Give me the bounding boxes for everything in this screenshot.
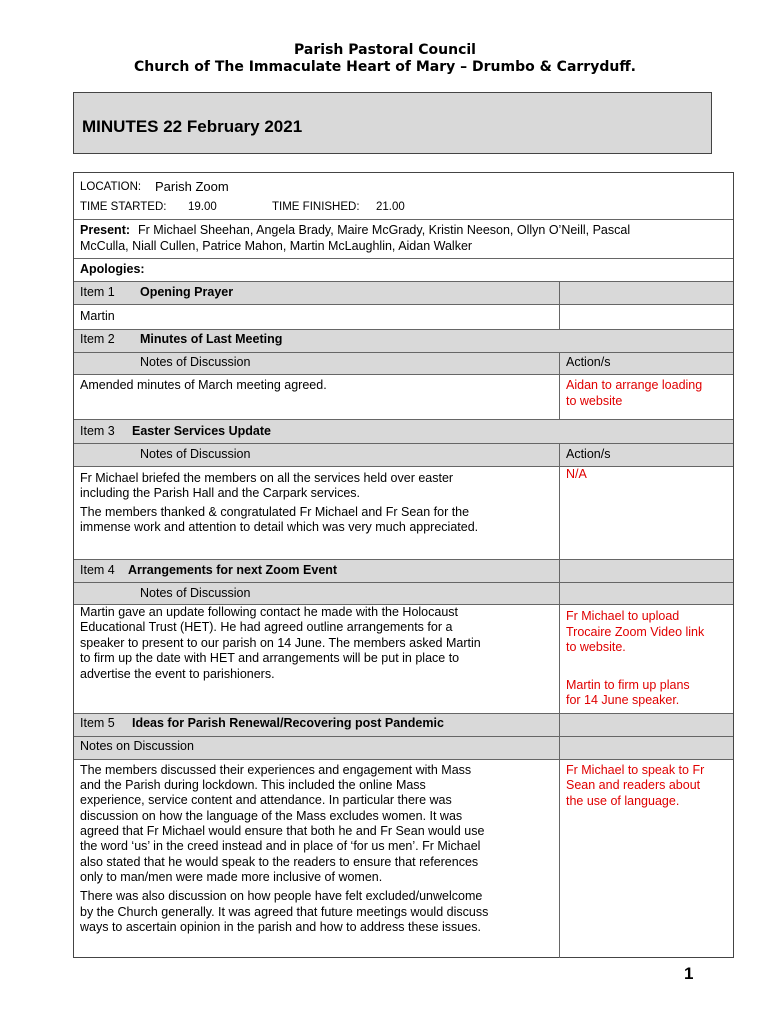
item3-action-label: Action/s — [566, 447, 611, 461]
item5-p1-line6: the word ‘us’ in the creed instead and in place of ‘for us men’. Fr Michael — [80, 839, 481, 853]
present-names-line2: McCulla, Niall Cullen, Patrice Mahon, Martin McLaughlin, Aidan Walker — [80, 239, 473, 253]
item4-line4: to firm up the date with HET and arrangements will be put in place to — [80, 651, 460, 665]
present-label: Present: — [80, 223, 131, 237]
present-names-line1: Fr Michael Sheehan, Angela Brady, Maire McGrady, Kristin Neeson, Ollyn O’Neill, Pascal — [138, 223, 631, 237]
item5-p1-line1: The members discussed their experiences and engagement with Mass — [80, 763, 472, 777]
time-started-label: TIME STARTED: — [80, 201, 167, 213]
item5-title: Ideas for Parish Renewal/Recovering post Pandemic — [132, 716, 444, 730]
time-finished-label: TIME FINISHED: — [272, 201, 360, 213]
item4-notes-label: Notes of Discussion — [140, 586, 251, 600]
item5-action-line3: the use of language. — [566, 794, 680, 808]
item2-action-label: Action/s — [566, 355, 611, 369]
item5-action-line2: Sean and readers about — [566, 778, 701, 792]
item5-number: Item 5 — [80, 716, 115, 730]
item2-text: Amended minutes of March meeting agreed. — [80, 378, 327, 392]
item5-p1-line3: experience, service content and attendance. In particular there was — [80, 793, 452, 807]
item3-notes-label: Notes of Discussion — [140, 447, 251, 461]
item5-action-line1: Fr Michael to speak to Fr — [566, 763, 705, 777]
item4-line5: advertise the event to parishioners. — [80, 667, 275, 681]
item5-p1-line8: only to man/men were made more inclusive of women. — [80, 870, 383, 884]
item5-p2-line1: There was also discussion on how people have felt excluded/unwelcome — [80, 889, 483, 903]
location-label: LOCATION: — [80, 181, 142, 193]
item2-title: Minutes of Last Meeting — [140, 332, 283, 346]
item4-title: Arrangements for next Zoom Event — [128, 563, 338, 577]
item3-action: N/A — [566, 467, 587, 481]
time-finished-value: 21.00 — [376, 201, 405, 213]
item1-number: Item 1 — [80, 285, 115, 299]
item2-notes-label: Notes of Discussion — [140, 355, 251, 369]
item2-number: Item 2 — [80, 332, 115, 346]
council-name: Parish Pastoral Council — [294, 42, 476, 58]
item5-notes-label: Notes on Discussion — [80, 739, 194, 753]
item4-action1-line3: to website. — [566, 640, 626, 654]
item2-action-line1: Aidan to arrange loading — [566, 378, 703, 392]
time-started-value: 19.00 — [188, 201, 217, 213]
item3-p2-line1: The members thanked & congratulated Fr Michael and Fr Sean for the — [80, 505, 470, 519]
item4-action2-line1: Martin to firm up plans — [566, 678, 690, 692]
item4-action2-line2: for 14 June speaker. — [566, 693, 680, 707]
item1-text: Martin — [80, 309, 115, 323]
item4-line1: Martin gave an update following contact he made with the Holocaust — [80, 605, 459, 619]
title-box — [73, 92, 712, 154]
item5-p2-line3: ways to ascertain opinion in the parish and how to address these issues. — [80, 920, 481, 934]
item4-line2: Educational Trust (HET). He had agreed outline arrangements for a — [80, 620, 453, 634]
minutes-table — [73, 172, 734, 958]
item5-p1-line7: also stated that he would speak to the readers to ensure that references — [80, 855, 479, 869]
item3-p1-line1: Fr Michael briefed the members on all the services held over easter — [80, 471, 454, 485]
item4-line3: speaker to present to our parish on 14 June. The members asked Martin — [80, 636, 481, 650]
item3-title: Easter Services Update — [132, 424, 271, 438]
item2-action-line2: to website — [566, 394, 623, 408]
item3-p2-line2: immense work and attention to detail which was very much appreciated. — [80, 520, 479, 534]
item3-number: Item 3 — [80, 424, 115, 438]
item5-p1-line4: discussion on how the language of the Mass excludes women. It was — [80, 809, 463, 823]
item4-action1-line2: Trocaire Zoom Video link — [566, 625, 705, 639]
apologies-label: Apologies: — [80, 262, 145, 276]
item5-p2-line2: by the Church generally. It was agreed that future meetings would discuss — [80, 905, 489, 919]
minutes-title: MINUTES 22 February 2021 — [82, 117, 303, 136]
item4-number: Item 4 — [80, 563, 115, 577]
item5-p1-line5: agreed that Fr Michael would ensure that both he and Fr Sean would use — [80, 824, 485, 838]
item3-p1-line2: including the Parish Hall and the Carpark services. — [80, 486, 360, 500]
item4-action1-line1: Fr Michael to upload — [566, 609, 680, 623]
church-name: Church of The Immaculate Heart of Mary – Drumbo & Carryduff. — [134, 59, 636, 75]
location-value: Parish Zoom — [155, 179, 229, 194]
item1-title: Opening Prayer — [140, 285, 234, 299]
item5-p1-line2: and the Parish during lockdown. This included the online Mass — [80, 778, 426, 792]
page-number: 1 — [684, 964, 694, 983]
